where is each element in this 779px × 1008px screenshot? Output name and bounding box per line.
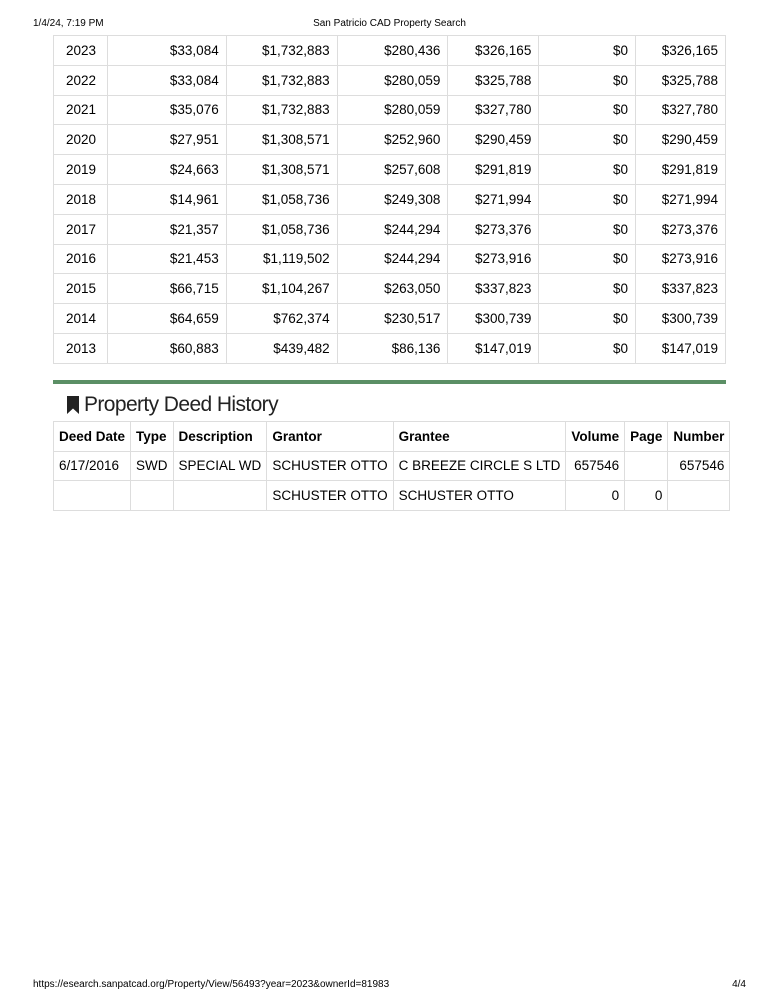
table-cell: $249,308 bbox=[337, 184, 448, 214]
table-cell: $0 bbox=[539, 244, 636, 274]
value-history-table bbox=[53, 35, 726, 364]
table-cell: $86,136 bbox=[337, 333, 448, 363]
table-cell: $244,294 bbox=[337, 214, 448, 244]
table-cell: $14,961 bbox=[107, 184, 226, 214]
table-cell: $291,819 bbox=[448, 155, 539, 185]
table-cell: 2023 bbox=[54, 36, 108, 66]
table-cell: 0 bbox=[625, 481, 668, 511]
table-cell: $60,883 bbox=[107, 333, 226, 363]
column-header-grantor: Grantor bbox=[267, 422, 393, 452]
table-cell: $33,084 bbox=[107, 36, 226, 66]
table-cell: $337,823 bbox=[636, 274, 726, 304]
table-cell: $0 bbox=[539, 304, 636, 334]
table-cell: $1,732,883 bbox=[226, 95, 337, 125]
print-page-title: San Patricio CAD Property Search bbox=[313, 18, 466, 29]
table-cell bbox=[668, 481, 730, 511]
table-cell: $273,916 bbox=[448, 244, 539, 274]
table-cell: $300,739 bbox=[636, 304, 726, 334]
table-cell: 2015 bbox=[54, 274, 108, 304]
table-cell: $257,608 bbox=[337, 155, 448, 185]
table-cell: $291,819 bbox=[636, 155, 726, 185]
table-cell: 2016 bbox=[54, 244, 108, 274]
table-cell: $300,739 bbox=[448, 304, 539, 334]
column-header-deed-date: Deed Date bbox=[54, 422, 131, 452]
table-cell: SPECIAL WD bbox=[173, 451, 267, 481]
table-cell: 2013 bbox=[54, 333, 108, 363]
table-cell: C BREEZE CIRCLE S LTD bbox=[393, 451, 566, 481]
table-cell: $271,994 bbox=[636, 184, 726, 214]
deed-history-heading bbox=[66, 391, 278, 419]
table-cell: $327,780 bbox=[448, 95, 539, 125]
table-cell: $147,019 bbox=[636, 333, 726, 363]
print-datetime: 1/4/24, 7:19 PM bbox=[33, 18, 104, 29]
deed-history-table bbox=[53, 421, 730, 511]
table-cell: $271,994 bbox=[448, 184, 539, 214]
column-header-number: Number bbox=[668, 422, 730, 452]
page-number: 4/4 bbox=[732, 979, 746, 990]
table-row bbox=[54, 125, 726, 155]
table-cell: $1,732,883 bbox=[226, 36, 337, 66]
table-cell: $33,084 bbox=[107, 65, 226, 95]
table-row bbox=[54, 481, 730, 511]
table-cell: $327,780 bbox=[636, 95, 726, 125]
table-row bbox=[54, 333, 726, 363]
table-cell: $273,916 bbox=[636, 244, 726, 274]
page-url: https://esearch.sanpatcad.org/Property/View/56493?year=2023&ownerId=81983 bbox=[33, 979, 390, 990]
table-cell: 2019 bbox=[54, 155, 108, 185]
table-row bbox=[54, 451, 730, 481]
table-cell: $325,788 bbox=[448, 65, 539, 95]
table-cell: $35,076 bbox=[107, 95, 226, 125]
table-cell: SCHUSTER OTTO bbox=[393, 481, 566, 511]
table-cell bbox=[173, 481, 267, 511]
table-cell: 2022 bbox=[54, 65, 108, 95]
print-footer bbox=[33, 978, 746, 992]
table-cell: 2017 bbox=[54, 214, 108, 244]
table-cell: $27,951 bbox=[107, 125, 226, 155]
table-cell: 2020 bbox=[54, 125, 108, 155]
table-cell: SWD bbox=[131, 451, 174, 481]
table-row bbox=[54, 65, 726, 95]
table-cell: $244,294 bbox=[337, 244, 448, 274]
column-header-volume: Volume bbox=[566, 422, 625, 452]
table-cell: $280,436 bbox=[337, 36, 448, 66]
table-cell bbox=[625, 451, 668, 481]
table-cell: $263,050 bbox=[337, 274, 448, 304]
table-cell: $0 bbox=[539, 274, 636, 304]
deed-history-body bbox=[54, 451, 730, 510]
table-cell: $0 bbox=[539, 184, 636, 214]
column-header-type: Type bbox=[131, 422, 174, 452]
table-cell: $0 bbox=[539, 333, 636, 363]
table-cell: $290,459 bbox=[448, 125, 539, 155]
table-cell: $0 bbox=[539, 95, 636, 125]
table-cell: $66,715 bbox=[107, 274, 226, 304]
table-row bbox=[54, 36, 726, 66]
table-row bbox=[54, 155, 726, 185]
table-row bbox=[54, 304, 726, 334]
table-cell: 657546 bbox=[668, 451, 730, 481]
table-cell: $0 bbox=[539, 65, 636, 95]
table-cell: $326,165 bbox=[636, 36, 726, 66]
table-cell: $290,459 bbox=[636, 125, 726, 155]
table-cell: $64,659 bbox=[107, 304, 226, 334]
table-cell: $1,119,502 bbox=[226, 244, 337, 274]
table-cell: $439,482 bbox=[226, 333, 337, 363]
table-cell: 657546 bbox=[566, 451, 625, 481]
deed-history-title: Property Deed History bbox=[84, 393, 278, 416]
print-header bbox=[33, 17, 746, 31]
table-cell: $24,663 bbox=[107, 155, 226, 185]
column-header-grantee: Grantee bbox=[393, 422, 566, 452]
deed-history-header-row bbox=[54, 422, 730, 452]
table-cell: $280,059 bbox=[337, 65, 448, 95]
table-cell: $280,059 bbox=[337, 95, 448, 125]
column-header-description: Description bbox=[173, 422, 267, 452]
table-cell: $21,453 bbox=[107, 244, 226, 274]
table-cell: $273,376 bbox=[636, 214, 726, 244]
table-cell: 2021 bbox=[54, 95, 108, 125]
table-cell: 0 bbox=[566, 481, 625, 511]
table-cell: $1,104,267 bbox=[226, 274, 337, 304]
table-cell: $1,058,736 bbox=[226, 214, 337, 244]
table-row bbox=[54, 274, 726, 304]
table-cell: $273,376 bbox=[448, 214, 539, 244]
section-divider bbox=[53, 380, 726, 384]
table-cell: $762,374 bbox=[226, 304, 337, 334]
table-cell: $0 bbox=[539, 155, 636, 185]
bookmark-icon bbox=[66, 396, 80, 414]
table-cell: SCHUSTER OTTO bbox=[267, 451, 393, 481]
table-cell: $0 bbox=[539, 214, 636, 244]
table-cell bbox=[54, 481, 131, 511]
table-cell: 2018 bbox=[54, 184, 108, 214]
table-row bbox=[54, 95, 726, 125]
table-cell bbox=[131, 481, 174, 511]
table-cell: SCHUSTER OTTO bbox=[267, 481, 393, 511]
table-cell: 6/17/2016 bbox=[54, 451, 131, 481]
table-cell: $337,823 bbox=[448, 274, 539, 304]
column-header-page: Page bbox=[625, 422, 668, 452]
table-cell: $1,308,571 bbox=[226, 125, 337, 155]
table-cell: $1,732,883 bbox=[226, 65, 337, 95]
value-history-body bbox=[54, 36, 726, 364]
table-cell: $1,058,736 bbox=[226, 184, 337, 214]
table-cell: $1,308,571 bbox=[226, 155, 337, 185]
table-cell: $230,517 bbox=[337, 304, 448, 334]
table-cell: $326,165 bbox=[448, 36, 539, 66]
table-cell: $21,357 bbox=[107, 214, 226, 244]
table-row bbox=[54, 244, 726, 274]
table-row bbox=[54, 184, 726, 214]
table-cell: $147,019 bbox=[448, 333, 539, 363]
table-cell: $252,960 bbox=[337, 125, 448, 155]
table-cell: $325,788 bbox=[636, 65, 726, 95]
table-cell: 2014 bbox=[54, 304, 108, 334]
table-cell: $0 bbox=[539, 36, 636, 66]
table-row bbox=[54, 214, 726, 244]
table-cell: $0 bbox=[539, 125, 636, 155]
